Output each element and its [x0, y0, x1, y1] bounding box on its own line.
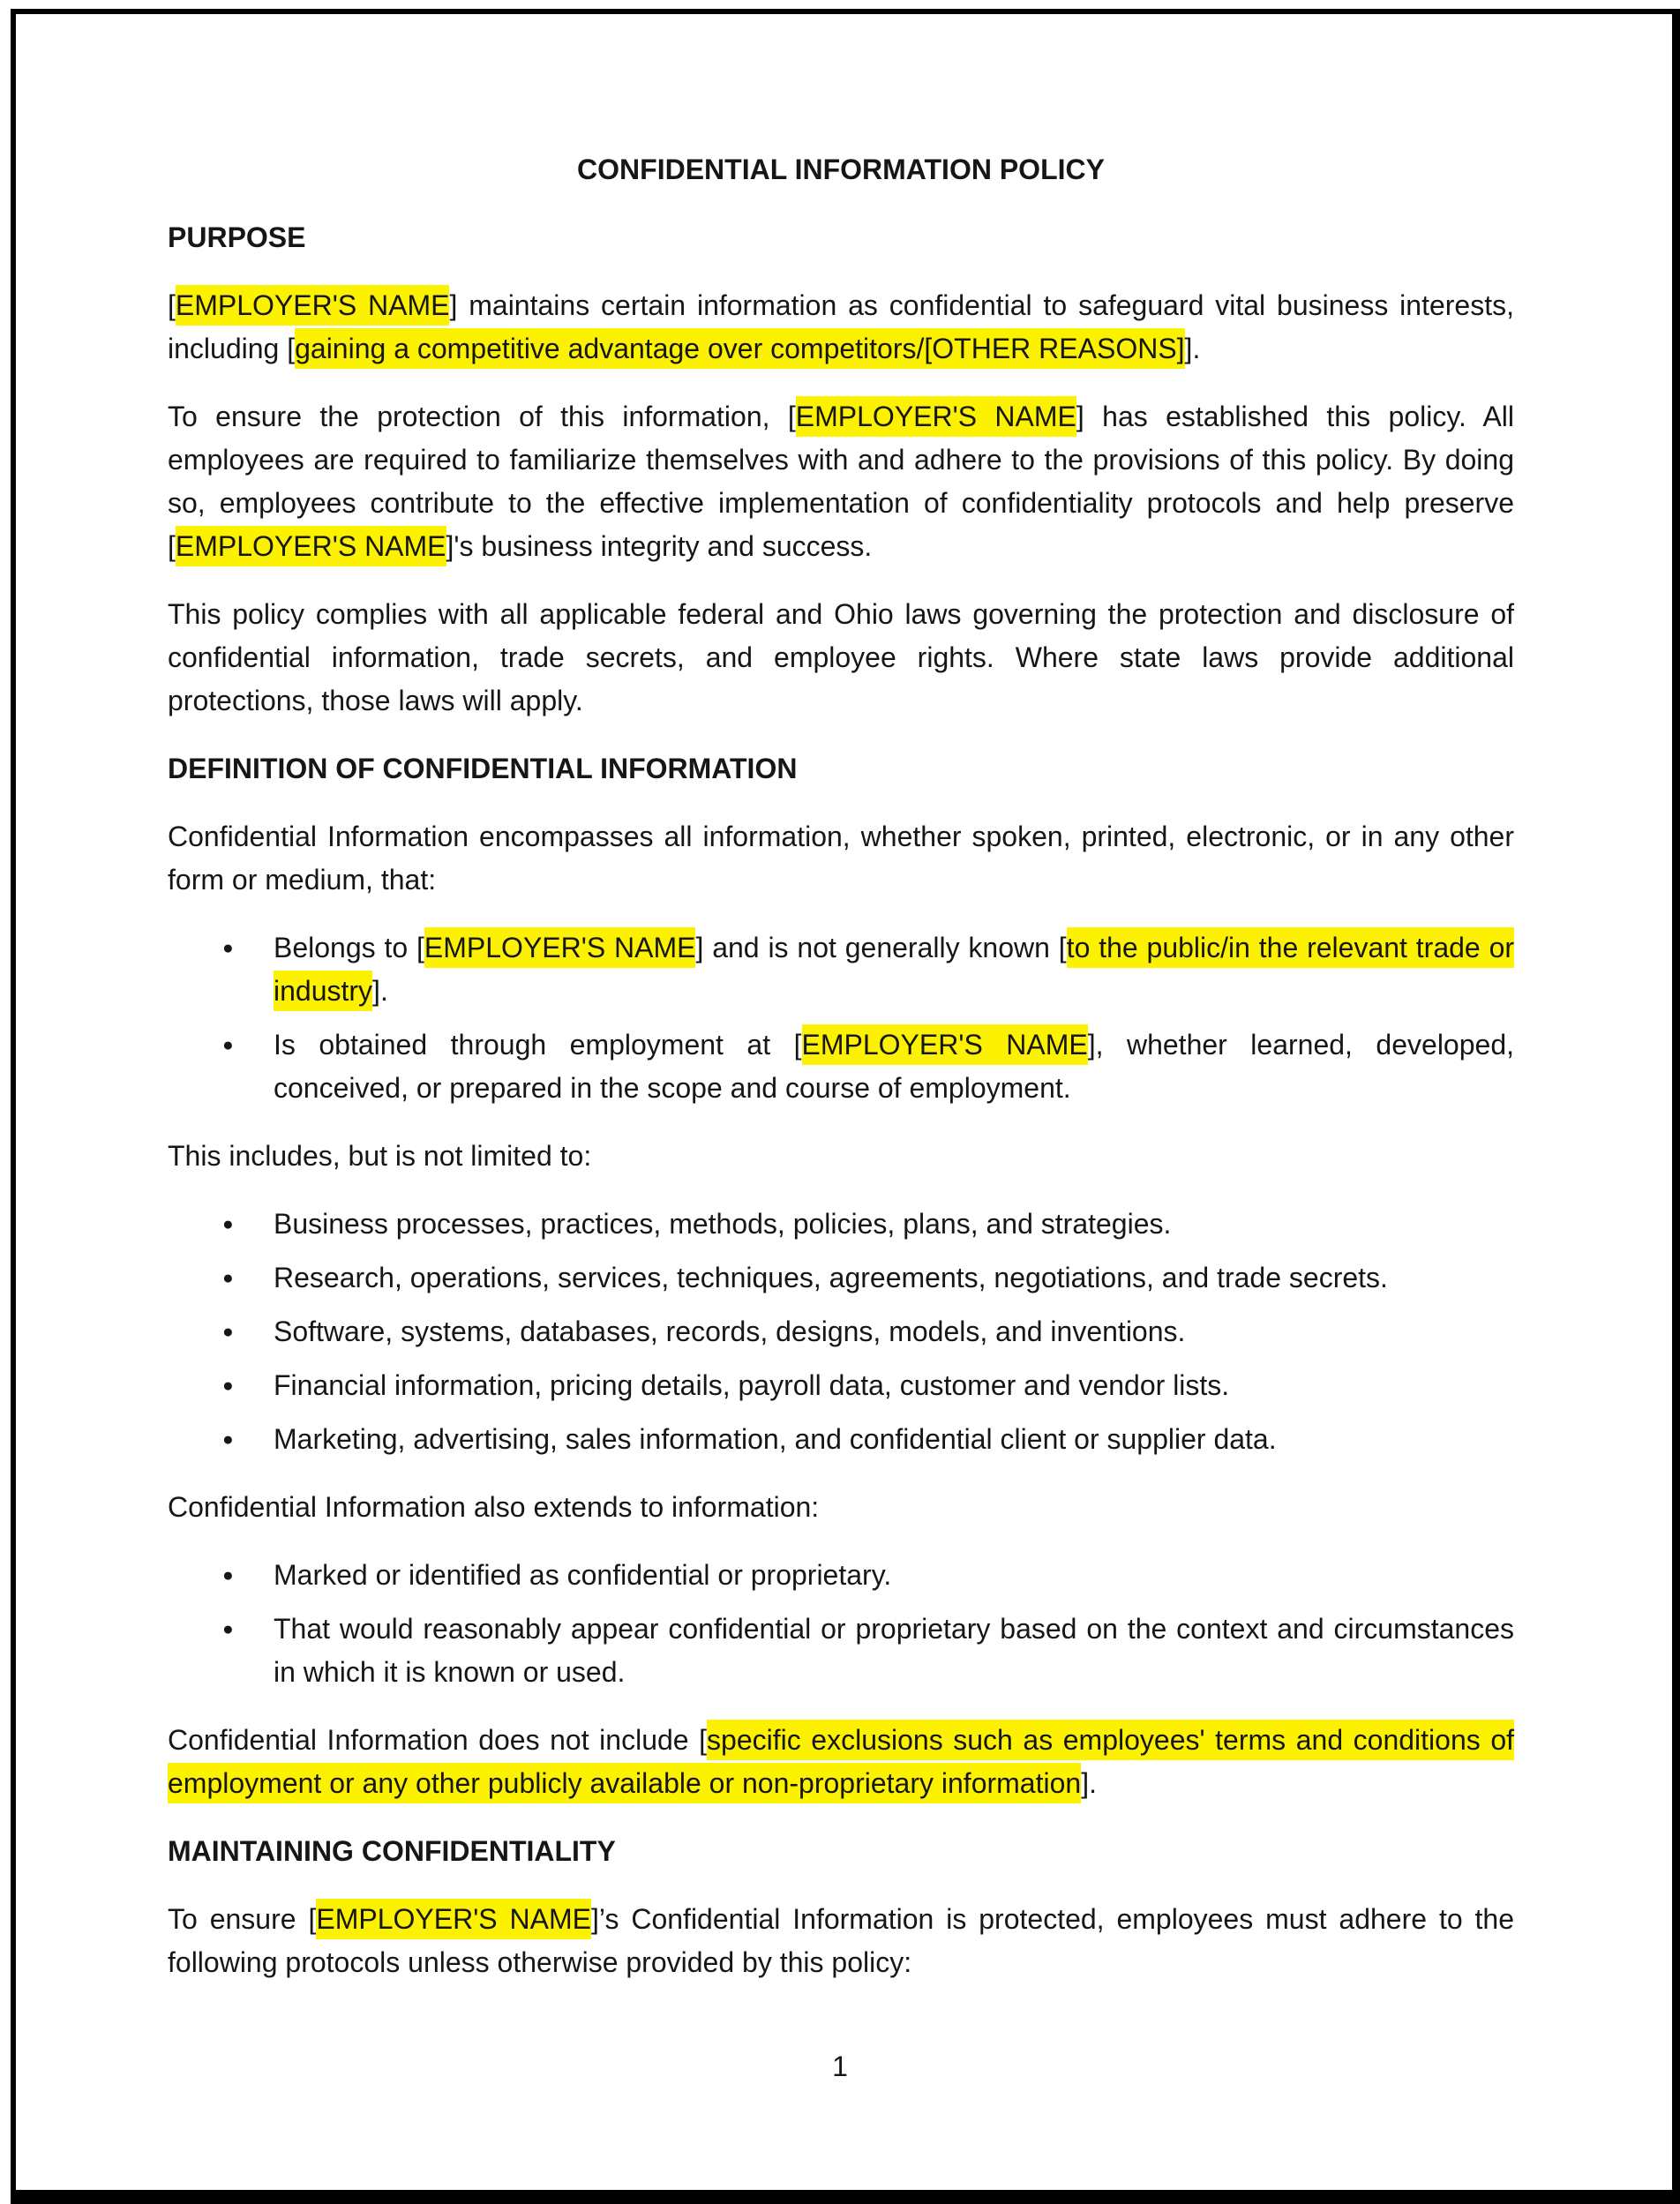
highlighted-placeholder: EMPLOYER'S NAME: [424, 927, 696, 968]
highlighted-placeholder: to the public/in the relevant trade or industry: [274, 927, 1514, 1011]
paragraph-extends-intro: [168, 1486, 1514, 1529]
text-segment: ].: [372, 975, 388, 1007]
text-segment: Business processes, practices, methods, policies, plans, and strategies.: [274, 1208, 1172, 1240]
text-segment: To ensure the protection of this information, [: [168, 401, 796, 432]
bullet-icon: ●: [222, 1268, 234, 1288]
bullet-icon: ●: [222, 1035, 234, 1055]
bullet-list-extends: [168, 1554, 1514, 1694]
text-segment: Confidential Information encompasses all information, whether spoken, printed, electronic, or in any other form or medium, that:: [168, 821, 1514, 896]
text-segment: Research, operations, services, techniques, agreements, negotiations, and trade secrets.: [274, 1262, 1388, 1293]
list-item: [168, 1418, 1514, 1461]
list-item: [168, 1256, 1514, 1300]
heading-purpose: PURPOSE: [168, 221, 306, 253]
text-segment: ]’s Confidential Information is protected, employees must adhere to the following protocols unless otherwise provided by this policy:: [168, 1903, 1515, 1978]
text-segment: Software, systems, databases, records, designs, models, and inventions.: [274, 1316, 1186, 1347]
paragraph-purpose-3: [168, 593, 1514, 723]
heading-definition: DEFINITION OF CONFIDENTIAL INFORMATION: [168, 753, 798, 784]
text-segment: ] has established this policy. All employees are required to familiarize themselves with and adhere to the provisions of this policy. By doing so, employees contribute to the effective implementation of confidentiality protocols and help preserve [: [168, 401, 1515, 562]
bullet-icon: ●: [222, 1565, 234, 1586]
list-item: [168, 1364, 1514, 1407]
bullet-list-includes: [168, 1203, 1514, 1461]
list-item: [168, 926, 1514, 1013]
list-item: [168, 1310, 1514, 1353]
list-item: [168, 1554, 1514, 1597]
document-title: CONFIDENTIAL INFORMATION POLICY: [577, 154, 1105, 185]
text-segment: This includes, but is not limited to:: [168, 1140, 592, 1172]
text-segment: Confidential Information also extends to information:: [168, 1491, 820, 1523]
paragraph-purpose-2: [168, 395, 1514, 568]
text-segment: Confidential Information does not include [: [168, 1724, 708, 1756]
text-segment: That would reasonably appear confidential or proprietary based on the context and circumstances in which it is known or used.: [274, 1613, 1514, 1688]
paragraph-exclusions: [168, 1719, 1514, 1805]
bullet-list-definition: [168, 926, 1514, 1110]
text-segment: ].: [1081, 1767, 1097, 1799]
text-segment: Marketing, advertising, sales information, and confidential client or supplier data.: [274, 1423, 1277, 1455]
list-item: [168, 1023, 1514, 1110]
bullet-icon: ●: [222, 1322, 234, 1342]
bullet-icon: ●: [222, 1376, 234, 1396]
paragraph-purpose-1: [168, 284, 1514, 371]
highlighted-placeholder: EMPLOYER'S NAME: [802, 1024, 1088, 1065]
highlighted-placeholder: specific exclusions such as employees' terms and conditions of employment or any other publicly available or non-proprietary information: [168, 1720, 1514, 1803]
bullet-icon: ●: [222, 1429, 234, 1450]
bullet-icon: ●: [222, 938, 234, 958]
paragraph-definition-intro: [168, 815, 1514, 902]
text-segment: This policy complies with all applicable federal and Ohio laws governing the protection and disclosure of confidential information, trade secrets, and employee rights. Where state laws provide additional protections, those laws will apply.: [168, 598, 1514, 716]
paragraph-maintaining-intro: [168, 1898, 1514, 1984]
text-segment: Marked or identified as confidential or proprietary.: [274, 1559, 892, 1591]
text-segment: ] and is not generally known [: [695, 932, 1067, 963]
highlighted-placeholder: gaining a competitive advantage over competitors/[OTHER REASONS]: [295, 328, 1184, 369]
page-number: 1: [832, 2050, 848, 2082]
text-segment: Is obtained through employment at [: [274, 1029, 802, 1061]
highlighted-placeholder: EMPLOYER'S NAME: [316, 1899, 591, 1939]
text-segment: Financial information, pricing details, payroll data, customer and vendor lists.: [274, 1369, 1230, 1401]
text-segment: To ensure [: [168, 1903, 317, 1935]
text-segment: [: [168, 289, 176, 321]
highlighted-placeholder: EMPLOYER'S NAME: [176, 526, 446, 566]
document-content: [168, 148, 1514, 2009]
highlighted-placeholder: EMPLOYER'S NAME: [176, 285, 450, 326]
text-segment: ]'s business integrity and success.: [446, 530, 873, 562]
list-item: [168, 1203, 1514, 1246]
bullet-icon: ●: [222, 1619, 234, 1639]
list-item: [168, 1608, 1514, 1694]
bullet-icon: ●: [222, 1214, 234, 1234]
text-segment: Belongs to [: [274, 932, 424, 963]
paragraph-includes-intro: [168, 1135, 1514, 1178]
text-segment: ], whether learned, developed, conceived, or prepared in the scope and course of employment.: [274, 1029, 1515, 1104]
highlighted-placeholder: EMPLOYER'S NAME: [796, 396, 1076, 437]
text-segment: ].: [1184, 333, 1201, 364]
heading-maintaining: MAINTAINING CONFIDENTIALITY: [168, 1835, 616, 1867]
text-segment: ] maintains certain information as confidential to safeguard vital business interests, including [: [168, 289, 1514, 364]
